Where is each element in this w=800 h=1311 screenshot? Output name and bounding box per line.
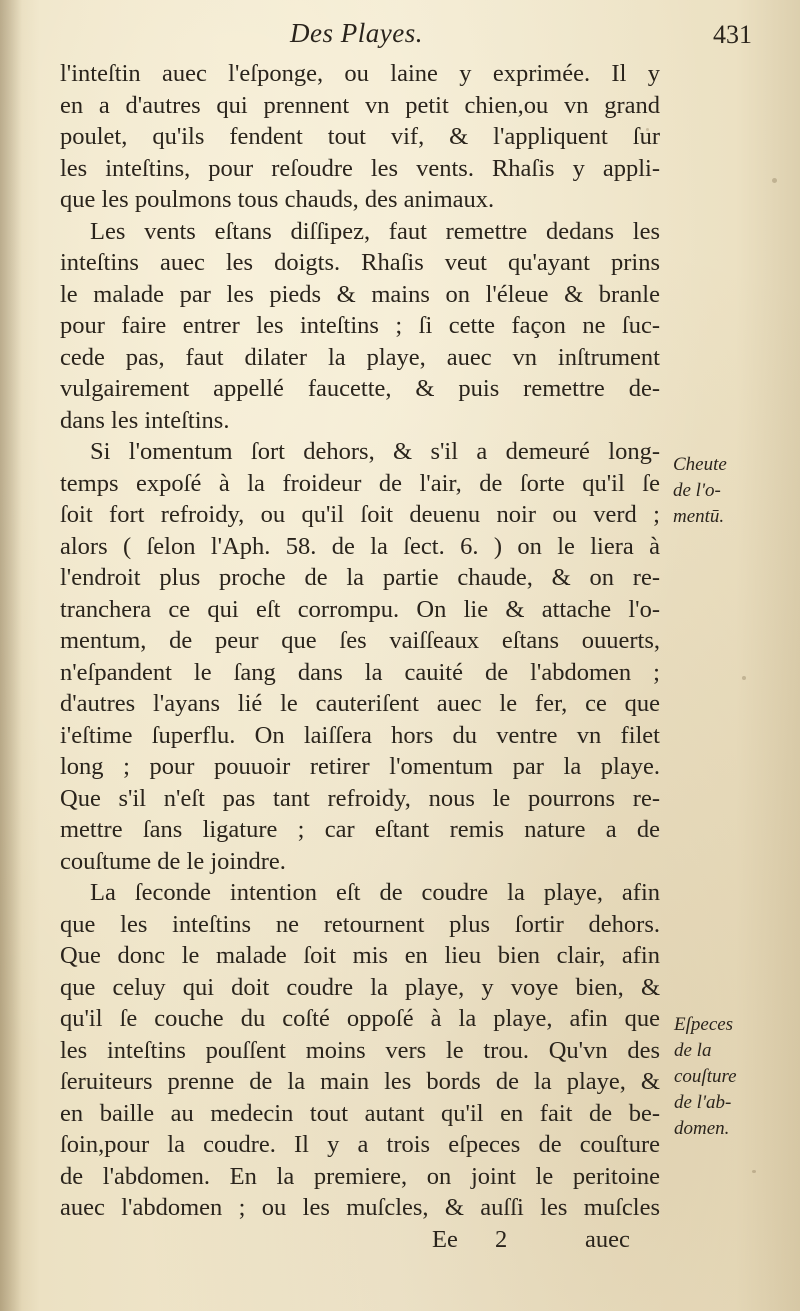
- text-line: mettre ſans ligature ; car eſtant remis nature a de: [60, 816, 660, 843]
- text-line: l'endroit plus proche de la partie chaude, & on re-: [60, 564, 660, 591]
- text-line: mentum, de peur que ſes vaiſſeaux eſtans ouuerts,: [60, 627, 660, 654]
- text-line: que celuy qui doit coudre la playe, y voye bien, &: [60, 973, 660, 1001]
- text-line: long ; pour pouuoir retirer l'omentum par la playe.: [60, 753, 660, 780]
- main-text-block: [60, 58, 660, 1255]
- margin-note-line: de l'o-: [673, 480, 721, 501]
- margin-note-line: de l'ab-: [674, 1092, 732, 1113]
- text-line: en baille au medecin tout autant qu'il en fait de be-: [60, 1099, 660, 1127]
- catchline: [60, 1224, 660, 1256]
- running-header-title: Des Playes.: [290, 18, 423, 48]
- text-line: auec l'abdomen ; ou les muſcles, & auſſi les muſcles: [60, 1194, 660, 1221]
- text-line: en a d'autres qui prennent vn petit chien,ou vn grand: [60, 91, 660, 119]
- paper-speck: [742, 676, 746, 680]
- text-line: de l'abdomen. En la premiere, on joint le peritoine: [60, 1162, 660, 1190]
- text-line: qu'il ſe couche du coſté oppoſé à la playe, afin que: [60, 1005, 660, 1032]
- page-number: 431: [713, 20, 752, 49]
- text-line: n'eſpandent le ſang dans la cauité de l'abdomen ;: [60, 658, 660, 686]
- text-line: ſoit fort refroidy, ou qu'il ſoit deuenu noir ou verd ;: [60, 501, 660, 528]
- text-line: i'eſtime ſuperflu. On laiſſera hors du ventre vn filet: [60, 721, 660, 749]
- text-line: inteſtins auec les doigts. Rhaſis veut qu'ayant prins: [60, 249, 660, 276]
- text-line: que les poulmons tous chauds, des animaux.: [60, 186, 495, 213]
- text-line: tranchera ce qui eſt corrompu. On lie & attache l'o-: [60, 595, 660, 623]
- text-line: les inteſtins pouſſent moins vers le trou. Qu'vn des: [60, 1036, 660, 1064]
- text-line: ſeruiteurs prenne de la main les bords de la playe, &: [60, 1068, 660, 1095]
- text-line: dans les inteſtins.: [60, 406, 230, 434]
- margin-note-omentum: [673, 452, 727, 530]
- paper-speck: [772, 178, 777, 183]
- signature-number: 2: [495, 1225, 508, 1253]
- paper-speck: [752, 1170, 756, 1173]
- text-line: Que s'il n'eſt pas tant refroidy, nous le pourrons re-: [60, 784, 660, 812]
- text-line: pour faire entrer les inteſtins ; ſi cette façon ne ſuc-: [60, 312, 660, 339]
- text-line: d'autres l'ayans lié le cauteriſent auec le fer, ce que: [60, 690, 660, 717]
- text-line: temps expoſé à la froideur de l'air, de ſorte qu'il ſe: [60, 469, 660, 497]
- text-line: Que donc le malade ſoit mis en lieu bien clair, afin: [60, 942, 660, 969]
- catchword: auec: [585, 1225, 630, 1253]
- text-line: alors ( ſelon l'Aph. 58. de la ſect. 6. ) on le liera à: [60, 532, 660, 560]
- text-line: Si l'omentum ſort dehors, & s'il a demeuré long-: [90, 438, 660, 465]
- text-line: cede pas, faut dilater la playe, auec vn inſtrument: [60, 343, 660, 371]
- text-line: couſtume de le joindre.: [60, 847, 286, 875]
- signature-mark: Ee: [432, 1225, 458, 1253]
- text-line: La ſeconde intention eſt de coudre la playe, afin: [90, 879, 660, 906]
- text-line: Les vents eſtans diſſipez, faut remettre dedans les: [90, 217, 660, 245]
- page-gutter-shadow: [0, 0, 22, 1311]
- text-line: vulgairement appellé faucette, & puis remettre de-: [60, 375, 660, 402]
- margin-note-line: de la: [674, 1040, 712, 1061]
- text-line: l'inteſtin auec l'eſponge, ou laine y exprimée. Il y: [60, 60, 660, 87]
- margin-note-line: Cheute: [673, 454, 727, 475]
- text-line: que les inteſtins ne retournent plus ſortir dehors.: [60, 910, 660, 938]
- margin-note-line: domen.: [674, 1118, 730, 1139]
- margin-note-couture: [674, 1012, 737, 1142]
- margin-note-line: mentū.: [673, 506, 725, 527]
- text-line: les inteſtins, pour reſoudre les vents. Rhaſis y appli-: [60, 154, 660, 182]
- text-line: ſoin,pour la coudre. Il y a trois eſpeces de couſture: [60, 1131, 660, 1158]
- text-line: le malade par les pieds & mains on l'éleue & branle: [60, 280, 660, 308]
- margin-note-line: Eſpeces: [674, 1014, 734, 1035]
- margin-note-line: couſture: [674, 1066, 737, 1087]
- paper-speck: [646, 128, 649, 131]
- text-line: poulet, qu'ils fendent tout vif, & l'appliquent ſur: [60, 123, 660, 150]
